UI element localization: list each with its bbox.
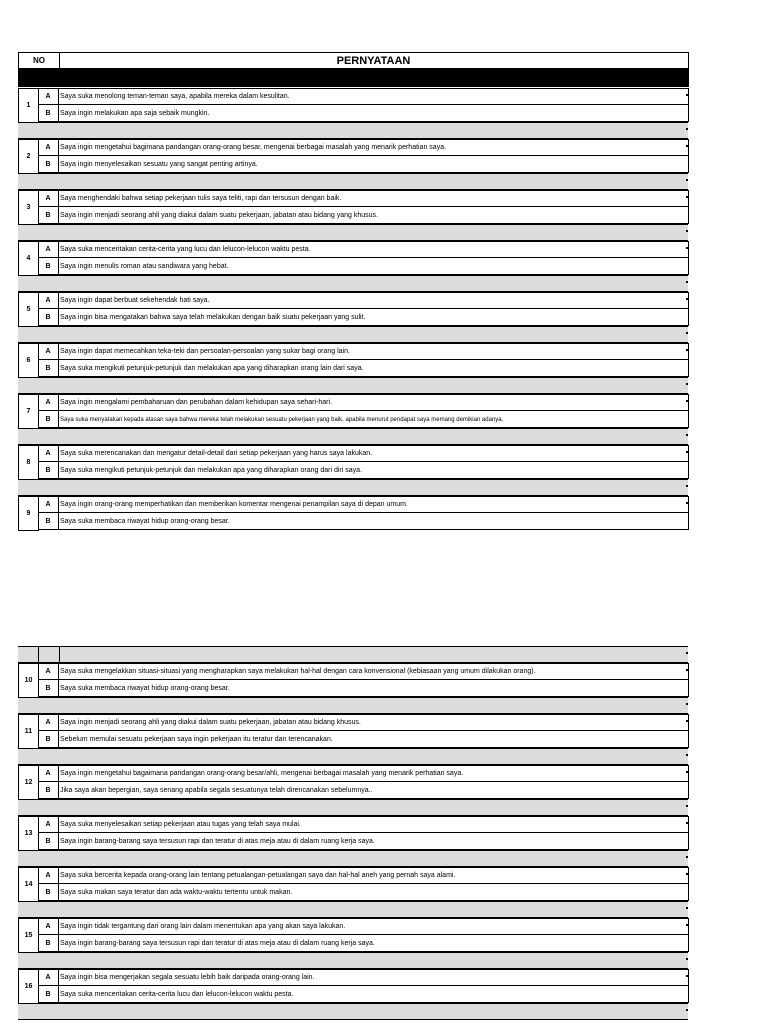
right-border xyxy=(688,918,689,952)
edge-mark xyxy=(686,975,688,977)
header-black-bar xyxy=(18,69,689,87)
statement-a-text: Saya ingin mengetahui bagaimana pandangan orang-orang besar/ahli, mengenai berbagai masalah yang menarik perhatian saya. xyxy=(60,770,464,777)
edge-mark xyxy=(686,652,688,654)
column-divider xyxy=(59,646,60,663)
edge-mark xyxy=(686,907,688,909)
option-b-label: B xyxy=(38,935,59,952)
header-title: PERNYATAAN xyxy=(59,52,689,69)
statement-a-text: Saya ingin orang-orang memperhatikan dan memberikan komentar mengenai penampilan saya di depan umum. xyxy=(60,501,408,508)
item-number: 11 xyxy=(18,714,39,749)
separator-row xyxy=(18,697,688,714)
statement-a-text: Saya suka menceritakan cerita-cerita yang lucu dan lelucon-lelucon waktu pesta. xyxy=(60,246,311,253)
statement-b-text: Saya suka menyatakan kepada atasan saya bahwa mereka telah melakukan sesuatu pekerjaan yang baik, apabila menurut pendapat saya memang demikian adanya. xyxy=(60,416,504,423)
option-a-label: A xyxy=(38,816,59,833)
item-number: 13 xyxy=(18,816,39,851)
edge-mark xyxy=(686,873,688,875)
right-border xyxy=(688,714,689,748)
edge-mark xyxy=(686,805,688,807)
option-b-label: B xyxy=(38,986,59,1003)
edge-mark xyxy=(686,485,688,487)
item-number: 14 xyxy=(18,867,39,902)
statement-a-text: Saya suka menyelesaikan setiap pekerjaan atau tugas yang telah saya mulai. xyxy=(60,821,301,828)
separator-row xyxy=(18,326,688,343)
right-border xyxy=(688,445,689,479)
edge-mark xyxy=(686,771,688,773)
statement-b-text: Saya suka mengikuti petunjuk-petunjuk dan melakukan apa yang diharapkan orang dari diri saya. xyxy=(60,467,362,474)
right-border xyxy=(688,190,689,224)
option-b-label: B xyxy=(38,513,59,530)
separator-row xyxy=(18,122,688,139)
option-a-label: A xyxy=(38,496,59,513)
right-border xyxy=(688,88,689,122)
statement-b-text: Saya ingin barang-barang saya tersusun rapi dan teratur di atas meja atau di dalam ruang kerja saya. xyxy=(60,940,375,947)
statement-a-text: Saya ingin dapat berbuat sekehendak hati saya. xyxy=(60,297,210,304)
edge-mark xyxy=(686,128,688,130)
statement-b-text: Saya suka membaca riwayat hidup orang-orang besar. xyxy=(60,685,230,692)
edge-mark xyxy=(686,298,688,300)
item-number: 4 xyxy=(18,241,39,276)
option-b-label: B xyxy=(38,105,59,122)
edge-mark xyxy=(686,332,688,334)
option-b-label: B xyxy=(38,309,59,326)
item-number: 1 xyxy=(18,88,39,123)
statement-a-text: Saya suka menolong teman-teman saya, apabila mereka dalam kesulitan. xyxy=(60,93,290,100)
edge-mark xyxy=(686,754,688,756)
item-number: 7 xyxy=(18,394,39,429)
option-a-label: A xyxy=(38,969,59,986)
statement-b-text: Saya suka makan saya teratur dan ada waktu-waktu tertentu untuk makan. xyxy=(60,889,293,896)
edge-mark xyxy=(686,451,688,453)
statement-b-text: Saya suka membaca riwayat hidup orang-orang besar. xyxy=(60,518,230,525)
option-a-label: A xyxy=(38,343,59,360)
option-b-label: B xyxy=(38,833,59,850)
separator-row xyxy=(18,275,688,292)
item-number: 8 xyxy=(18,445,39,480)
edge-mark xyxy=(686,924,688,926)
column-divider xyxy=(38,646,39,663)
option-b-label: B xyxy=(38,360,59,377)
edge-mark xyxy=(686,94,688,96)
edge-mark xyxy=(686,434,688,436)
right-border xyxy=(688,816,689,850)
edge-mark xyxy=(686,822,688,824)
edge-mark xyxy=(686,1009,688,1011)
edge-mark xyxy=(686,196,688,198)
edge-mark xyxy=(686,179,688,181)
option-a-label: A xyxy=(38,88,59,105)
option-a-label: A xyxy=(38,190,59,207)
option-b-label: B xyxy=(38,680,59,697)
statement-b-text: Saya ingin melakukan apa saja sebaik mungkin. xyxy=(60,110,210,117)
statement-b-text: Saya suka menceritakan cerita-cerita lucu dan lelucon-lelucon waktu pesta. xyxy=(60,991,294,998)
option-a-label: A xyxy=(38,867,59,884)
separator-row xyxy=(18,224,688,241)
separator-row xyxy=(18,646,688,663)
edge-mark xyxy=(686,856,688,858)
option-a-label: A xyxy=(38,765,59,782)
separator-row xyxy=(18,952,688,969)
statement-a-text: Saya ingin tidak tergantung dari orang lain dalam menentukan apa yang akan saya lakukan. xyxy=(60,923,346,930)
separator-row xyxy=(18,377,688,394)
option-a-label: A xyxy=(38,241,59,258)
item-number: 15 xyxy=(18,918,39,953)
right-border xyxy=(688,343,689,377)
option-a-label: A xyxy=(38,292,59,309)
statement-b-text: Saya ingin menjadi seorang ahli yang diakui dalam suatu pekerjaan, jabatan atau bidang yang khusus. xyxy=(60,212,378,219)
edge-mark xyxy=(686,281,688,283)
statement-a-text: Saya suka merencanakan dan mengatur detail-detail dari setiap pekerjaan yang harus saya lakukan. xyxy=(60,450,373,457)
item-number: 12 xyxy=(18,765,39,800)
separator-row xyxy=(18,799,688,816)
right-border xyxy=(688,969,689,1003)
option-b-label: B xyxy=(38,782,59,799)
separator-row xyxy=(18,850,688,867)
right-border xyxy=(688,241,689,275)
option-b-label: B xyxy=(38,156,59,173)
option-b-label: B xyxy=(38,411,59,428)
option-b-label: B xyxy=(38,258,59,275)
statement-b-text: Saya ingin barang-barang saya tersusun rapi dan teratur di atas meja atau di dalam ruang kerja saya. xyxy=(60,838,375,845)
statement-a-text: Saya ingin mengetahui bagimana pandangan orang-orang besar, mengenai berbagai masalah yang menarik perhatian saya. xyxy=(60,144,447,151)
edge-mark xyxy=(686,703,688,705)
statement-a-text: Saya menghendaki bahwa setiap pekerjaan tulis saya teliti, rapi dan tersusun dengan baik. xyxy=(60,195,342,202)
right-border xyxy=(688,867,689,901)
edge-mark xyxy=(686,502,688,504)
edge-mark xyxy=(686,958,688,960)
right-border xyxy=(688,765,689,799)
separator-row xyxy=(18,479,688,496)
item-number: 10 xyxy=(18,663,39,698)
right-border xyxy=(688,496,689,530)
item-number: 6 xyxy=(18,343,39,378)
statement-a-text: Saya suka mengelakkan situasi-situasi yang mengharapkan saya melakukan hal-hal dengan cara konvensional (kebiasaan yang umum dilakukan orang). xyxy=(60,668,536,675)
option-a-label: A xyxy=(38,918,59,935)
edge-mark xyxy=(686,669,688,671)
item-number: 2 xyxy=(18,139,39,174)
right-border xyxy=(688,292,689,326)
edge-mark xyxy=(686,145,688,147)
separator-row xyxy=(18,748,688,765)
option-b-label: B xyxy=(38,884,59,901)
option-a-label: A xyxy=(38,714,59,731)
item-number: 9 xyxy=(18,496,39,531)
separator-row xyxy=(18,901,688,918)
separator-row xyxy=(18,173,688,190)
statement-b-text: Sebelum memulai sesuatu pekerjaan saya ingin pekerjaan itu teratur dan terencanakan. xyxy=(60,736,333,743)
right-border xyxy=(688,139,689,173)
statement-b-text: Saya suka mengikuti petunjuk-petunjuk dan melakukan apa yang diharapkan orang lain dari saya. xyxy=(60,365,364,372)
statement-a-text: Saya ingin bisa mengerjakan segala sesuatu lebih baik daripada orang-orang lain. xyxy=(60,974,315,981)
statement-a-text: Saya suka bercerita kepada orang-orang lain tentang petualangan-petualangan saya dan hal-hal aneh yang pernah saya alami. xyxy=(60,872,456,879)
item-number: 3 xyxy=(18,190,39,225)
separator-row xyxy=(18,428,688,445)
statement-b-text: Saya ingin bisa mengatakan bahwa saya telah melakukan dengan baik suatu pekerjaan yang sulit. xyxy=(60,314,366,321)
statement-b-text: Saya ingin menyelesaikan sesuatu yang sangat penting artinya. xyxy=(60,161,258,168)
edge-mark xyxy=(686,383,688,385)
statement-b-text: Jika saya akan bepergian, saya senang apabila segala sesuatunya telah direncanakan sebelumnya.. xyxy=(60,787,373,794)
item-number: 5 xyxy=(18,292,39,327)
option-a-label: A xyxy=(38,445,59,462)
statement-b-text: Saya ingin menulis roman atau sandiwara yang hebat. xyxy=(60,263,229,270)
edge-mark xyxy=(686,720,688,722)
statement-a-text: Saya ingin dapat memecahkan teka-teki dan persoalan-persoalan yang sukar bagi orang lain. xyxy=(60,348,350,355)
edge-mark xyxy=(686,247,688,249)
separator-row xyxy=(18,1003,688,1020)
right-border xyxy=(688,663,689,697)
option-a-label: A xyxy=(38,139,59,156)
edge-mark xyxy=(686,400,688,402)
option-b-label: B xyxy=(38,207,59,224)
right-border xyxy=(688,394,689,428)
item-number: 16 xyxy=(18,969,39,1004)
header-no: NO xyxy=(18,52,60,69)
statement-a-text: Saya ingin menjadi seorang ahli yang diakui dalam suatu pekerjaan, jabatan atau bidang khusus. xyxy=(60,719,361,726)
edge-mark xyxy=(686,230,688,232)
statement-a-text: Saya ingin mengalami pembaharuan dan perubahan dalam kehidupan saya sehari-hari. xyxy=(60,399,333,406)
option-b-label: B xyxy=(38,731,59,748)
edge-mark xyxy=(686,349,688,351)
option-b-label: B xyxy=(38,462,59,479)
option-a-label: A xyxy=(38,394,59,411)
option-a-label: A xyxy=(38,663,59,680)
